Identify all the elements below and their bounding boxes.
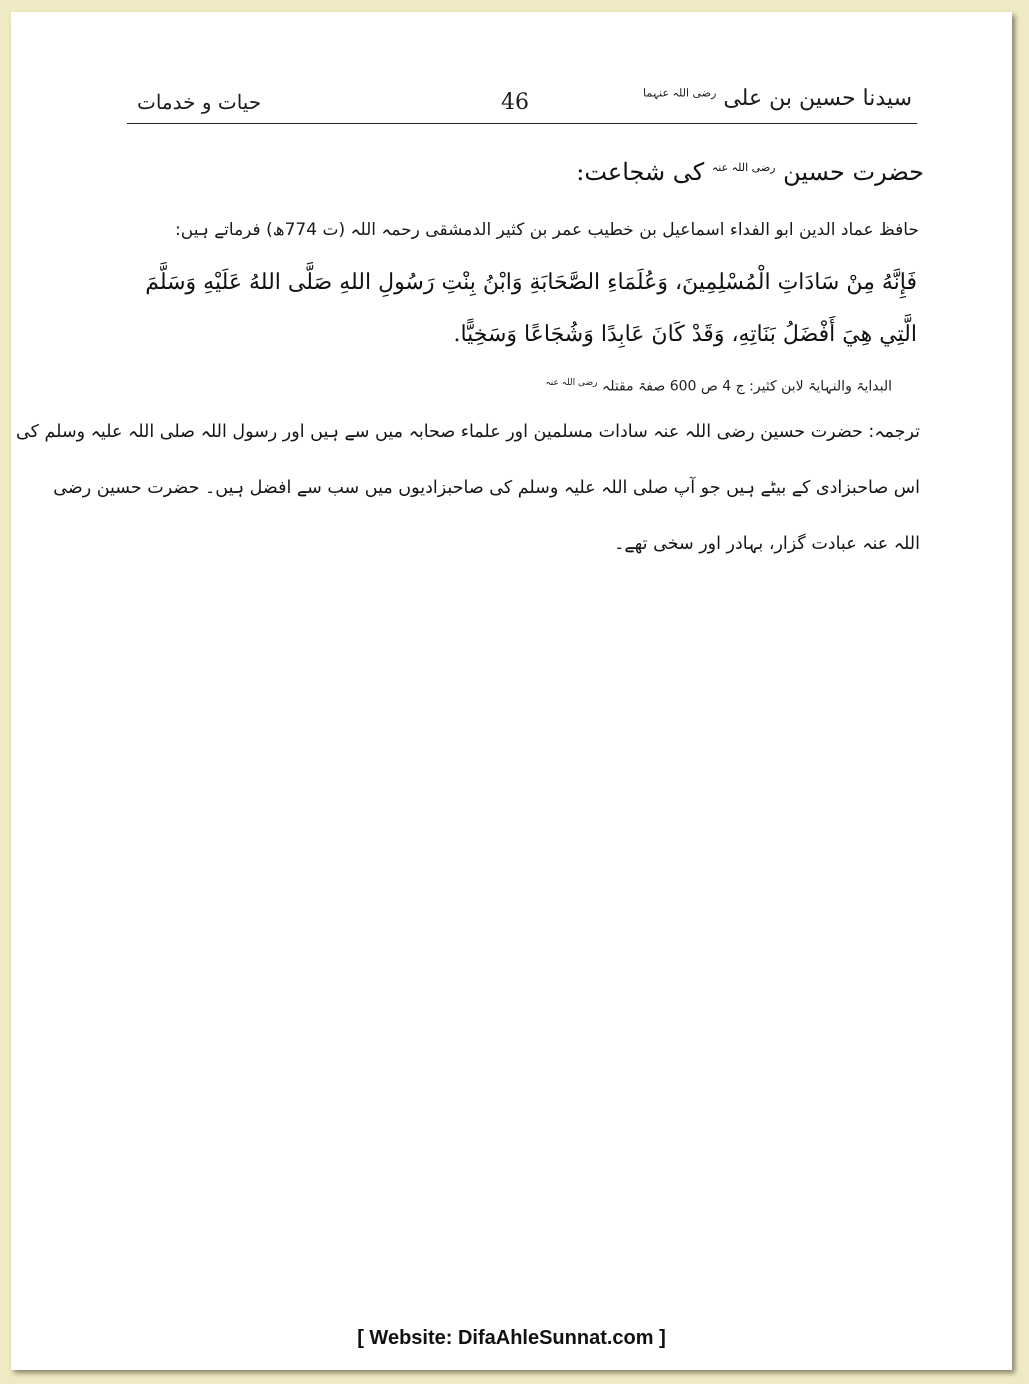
website-footer: [ Website: DifaAhleSunnat.com ] [357, 1327, 666, 1349]
heading-honorific: رضی اللہ عنہ [711, 161, 776, 174]
translation-line: اللہ عنہ عبادت گزار، بہادر اور سخی تھے۔ [614, 534, 920, 554]
heading-text: حضرت حسین [783, 158, 924, 186]
book-title-text: سیدنا حسین بن علی [723, 86, 912, 111]
document-page [11, 12, 1012, 1370]
page-number: 46 [501, 90, 529, 115]
running-header-chapter-title: حیات و خدمات [137, 90, 262, 114]
running-header-book-title [643, 86, 912, 111]
translation-line: ترجمہ: حضرت حسین رضی اللہ عنہ سادات مسلمین اور علماء صحابہ میں سے ہیں اور رسول اللہ صلی اللہ علیہ وسلم کی [16, 422, 920, 442]
section-heading [576, 158, 924, 186]
book-title-honorific: رضی اللہ عنہما [642, 86, 717, 100]
intro-paragraph: حافظ عماد الدین ابو الفداء اسماعیل بن خطیب عمر بن کثیر الدمشقی رحمہ اللہ (ت 774ھ) فرماتے ہیں: [175, 220, 919, 240]
arabic-quote-line: الَّتِي هِيَ أَفْضَلُ بَنَاتِهِ، وَقَدْ كَانَ عَابِدًا وَشُجَاعًا وَسَخِيًّا. [453, 322, 917, 347]
heading-suffix: کی شجاعت: [576, 158, 705, 186]
source-text: البدایۃ والنہایۃ لابن کثیر: ج 4 ص 600 صفۃ مقتلہ [601, 378, 892, 395]
source-citation [545, 378, 892, 395]
header-rule [127, 123, 917, 124]
translation-line: اس صاحبزادی کے بیٹے ہیں جو آپ صلی اللہ علیہ وسلم کی صاحبزادیوں میں سب سے افضل ہیں۔ حضرت حسین رضی [53, 478, 920, 498]
source-honorific: رضی اللہ عنہ [545, 378, 598, 388]
arabic-quote-line: فَإِنَّهُ مِنْ سَادَاتِ الْمُسْلِمِينَ، وَعُلَمَاءِ الصَّحَابَةِ وَابْنُ بِنْتِ رَسُولِ اللهِ صَلَّى اللهُ عَلَيْهِ وَسَلَّمَ [145, 270, 917, 295]
